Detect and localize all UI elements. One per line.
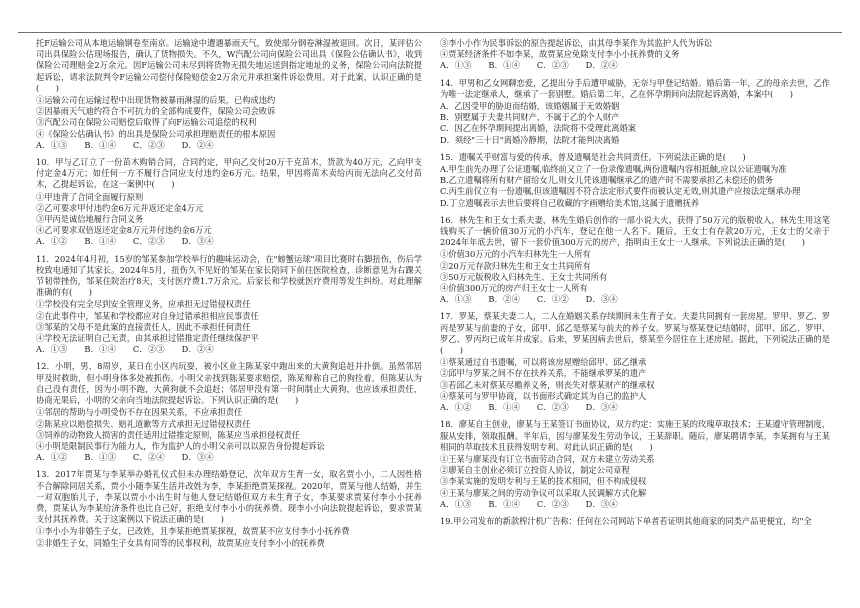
answer-choices: A．①③ B．①④ C．②③ D．②④ [36, 139, 214, 150]
option-item: ④王某与廖某之间的劳动争议可以采取人民调解方式化解 [440, 487, 647, 498]
option-item: ②邱甲与罗某之间不存在扶养关系，不能继承罗某的遗产 [440, 368, 647, 379]
question-q15 [440, 152, 830, 209]
option-item: ③若邱乙未对蔡某尽赡养义务，则丧失对蔡某财产的继承权 [440, 379, 655, 390]
question-stem: 18．廖某自主创业，廖某与王某签订书面协议，双方约定：实施王某的玫瑰草取技术；王某遵守管理制度，服从安排，领取报酬。半年后，因与廖某发生劳动争议，王某辞职。随后，廖某聘请李某，李某拥有与王某相同的萃取技术且获得发明专利。对此认识正确的是( ) [440, 419, 830, 452]
option-item: C．因乙在怀孕期间提出离婚，法院将不受理此离婚案 [440, 123, 637, 134]
option-item: B.乙立遗嘱将所有财产留给女儿,则女儿凭该遗嘱继承乙的遗产时不需要承担乙未偿还的债务 [440, 175, 774, 186]
option-item: ②20万元存款归林先生和王女士共同所有 [440, 260, 591, 271]
option-item: ①邻居的帮助与小明受伤不存在因果关系，不应承担责任 [36, 407, 243, 418]
question-q17 [440, 311, 830, 413]
option-item: ②因暴雨天气迪约符合不可抗力的全部构成要件，保险公司会败诉 [36, 106, 276, 117]
question-stem: 11．2024年4月初，15岁的邹某参加学校举行的趣味运动会，在"螃蟹运球"项目比赛时右脚扭伤，伤后学校致电通知了其家长。2024年5月，扭伤久不见好的邹某在家长陪同下前往医院检查，诊断意见为右踝关节韧带挫伤，邹某住院治疗8天，支付医疗费1.7万余元。后家长和学校就医疗费用等发生纠纷。对此理解准确的有( ) [36, 253, 422, 298]
option-item: ②陈某应以赔偿损失、赔礼道歉等方式承担无过错侵权责任 [36, 418, 251, 429]
question-q11 [36, 254, 422, 356]
question-q12 [36, 361, 422, 463]
question-q19 [440, 516, 830, 527]
option-item: ③50万元版税收入归林先生、王女士共同所有 [440, 271, 608, 282]
header-rule [18, 32, 842, 33]
option-item: ④蔡某可与罗甲协商，以书面形式确定其为自己的监护人 [440, 390, 647, 401]
right-column [440, 38, 830, 533]
question-q18 [440, 419, 830, 510]
question-q14 [440, 78, 830, 146]
question-stem: 13．2017年贾某与李某举办婚礼仪式但未办理结婚登记，次年双方生育一女，取名贾小小，二人因性格不合解除同居关系，贾小小随李某生活并改姓为李，李某拒绝贾某探视。2020年，贾某与他人结婚，并生一对双胞胎儿子，李某以贾小小出生时与他人登记结婚但双方未生育子女，李某要求贾某付李小小抚养费，贾某认为李某给济条件也比自己好，拒绝支付李小小的抚养费。现李小小向法院提起诉讼，要求贾某支付其抚养费。关于这案例以下说法正确的是( ) [36, 469, 422, 525]
answer-choices: A．①② B．①④ C．②③ D．③④ [36, 236, 214, 247]
question-q13 [36, 469, 422, 548]
option-item: ④价值300万元的房产归王女士一人所有 [440, 283, 588, 294]
question-stem: 10．甲与乙订立了一份苗木购销合同，合同约定，甲向乙交付20万千克苗木，货款为40万元，乙向甲支付定金4万元；如任何一方不履行合同应支付违约金6万元。结果，甲因将苗木卖给丙而无法向乙交付苗木，乙提起诉讼，在这一案例中( ) [36, 157, 422, 190]
option-item: ②廖某自主创业必须订立投资人协议，制定公司章程 [440, 465, 630, 476]
option-item: ③邹某的父母不是此案的直接责任人，因此不承担任何责任 [36, 321, 251, 332]
option-item: ④《保险公估确认书》的出具是保险公司承担理赔责任的根本原因 [36, 128, 276, 139]
option-item: ③饲养的动物致人损害的责任适用过错推定原则，陈某应当承担侵权责任 [36, 429, 300, 440]
answer-choices: A．①② B．①④ C．②③ D．③④ [440, 402, 618, 413]
option-item: ③汽配公司在保险公司赔偿后取得了向F运输公司追偿的权利 [36, 117, 257, 128]
option-item: ①王某与廖某没有订立书面劳动合同，双方未建立劳动关系 [440, 453, 655, 464]
question-stem: 托F运输公司从本地运输钢卷至南京。运输途中遭遇暴雨天气，致使部分钢卷淋湿被退回。次日，某评估公司出具保险公估现场报告，确认了货物损失。不久，W汽配公司向保险公司出具《保险公估确认书》，收到保险公司理赔金2万余元。因F运输公司未尽到将货物无损失地运送到指定地址的义务，保险公司向法院提起诉讼，请求法院判令F运输公司偿付保险赔偿金2万余元并承担案件诉讼费用。对于此案，认识正确的是( ) [36, 38, 422, 93]
option-item: ③李某实施的发明专利与王某的技术相同，但不构成侵权 [440, 476, 647, 487]
question-stem: 17．罗某，蔡某夫妻二人，二人在婚姻关系存续期间未生育子女。夫妻共同拥有一套房屋。罗甲、罗乙、罗丙是罗某与前妻的子女，邱甲、邱乙是蔡某与前夫的养子女。罗某与蔡某登记结婚时，邱甲、邱乙、罗甲、罗乙、罗丙均已成年并成家。后来，罗某因病去世后，蔡某至今居住在上述房屋。据此，下列说法正确的是( ) [440, 311, 830, 356]
option-item: A.甲生前先办理了公证遗嘱,临终前又立了一份录像遗嘱,两份遗嘱内容相抵触,应以公证遗嘱为准 [440, 164, 787, 175]
option-item: ④小明是限制民事行为能力人，作为监护人的小明父亲可以以原告身份提起诉讼 [36, 440, 325, 451]
option-item: A．乙因受甲的胁迫而结婚，该婚姻属于无效婚姻 [440, 101, 620, 112]
answer-choices: A．①③ B．①④ C．②③ D．②④ [36, 344, 214, 355]
option-item: ①蔡某通过自书遗嘱，可以将该房屋赠给邱甲、邱乙继承 [440, 357, 647, 368]
question-q9-continued [36, 38, 422, 151]
question-stem: 14．甲男和乙女网聊恋爱，乙提出分手后遭甲威胁，无奈与甲登记结婚。婚后第一年，乙的母亲去世，乙作为唯一法定继承人，继承了一套别墅。婚后第二年，乙在怀孕期间向法院起诉离婚，本案中( ) [440, 77, 830, 99]
question-q13-continued [440, 38, 830, 72]
answer-choices: A．①③ B．②④ C．①② D．③④ [440, 294, 618, 305]
question-stem: 16．林先生和王女士系夫妻，林先生婚后创作的一部小说大火，获得了50万元的版税收入，林先生用这笔钱购买了一辆价值30万元的小汽车，登记在他一人名下。随后，王女士有存款20万元，王女士的父亲于2024年年底去世，留下一套价值300万元的房产，指明由王女士一人继承。下列说法正确的是( ) [440, 214, 830, 248]
option-item: ①李小小为非婚生子女，已改姓，且李某拒绝贾某探视，故贾某不应支付李小小抚养费 [36, 526, 350, 537]
option-item: D．须经"三十日"离婚冷静期，法院才能判决离婚 [440, 134, 620, 145]
option-item: B．别墅属于夫妻共同财产，不属于乙的个人财产 [440, 112, 620, 123]
option-item: ②非婚生子女，同婚生子女具有同等的民事权利，故贾某应支付李小小的抚养费 [36, 537, 325, 548]
question-q10 [36, 157, 422, 248]
answer-choices: A．①③ B．①④ C．②③ D．②④ [440, 60, 618, 71]
option-item: ④学校无法证明自己无责，由其承担过错推定责任继续保护平 [36, 333, 259, 344]
option-item: ①甲违背了合同全面履行原则 [36, 191, 144, 202]
question-stem: 15．遗嘱关乎财富与爱的传承，普及遗嘱是社会共同责任。下列说法正确的是( ) [440, 151, 746, 162]
question-stem: 19.甲公司发布的新款榨汁机广告称：任何在公司网站下单者若证明其他商家的同类产品更便宜，均"全 [440, 515, 812, 526]
option-item: ②在此事件中，邹某和学校都应对自身过错承担相应民事责任 [36, 310, 259, 321]
question-stem: 12．小明，男，8周岁，某日在小区内玩耍，被小区业主陈某家中跑出来的大黄狗追赶并扑倒。虽然邻居甲及时救助，但小明身体多处被抓伤。小明父亲找到陈某要求赔偿，陈某辩称自己的狗拴着，但陈某认为自己没有责任，因为小明不跑，大黄狗就不会追赶；邻居甲没有第一时间制止大黄狗，也应该承担责任，协商无果后，小明的父亲向当地法院提起诉讼。下列认识正确的是( ) [36, 361, 422, 406]
answer-choices: A．①② B．①③ C．②④ D．③④ [36, 452, 214, 463]
option-item: ③李小小作为民事诉讼的原告提起诉讼，由其母李某作为其监护人代为诉讼 [440, 38, 713, 48]
answer-choices: A．①③ B．①④ C．②③ D．③④ [440, 498, 618, 509]
option-item: ②乙可要求甲付违约金6万元并返还定金4万元 [36, 202, 204, 213]
left-column [36, 38, 422, 555]
question-q16 [440, 215, 830, 306]
option-item: ①价值30万元的小汽车归林先生一人所有 [440, 249, 591, 260]
option-item: C.丙生前仅立有一份遗嘱,但该遗嘱因不符合法定形式要件而被认定无效,则其遗产应按法定继承办理 [440, 186, 801, 197]
option-item: D.丁立遗嘱表示去世后要将自己收藏的字画赠给美术馆,这属于遗赠抚养 [440, 197, 700, 208]
option-item: ③甲丙是诚信地履行合同义务 [36, 214, 144, 225]
option-item: ①学校没有完全尽到安全管理义务，应承担无过错侵权责任 [36, 299, 251, 310]
option-item: ④乙可要求双倍返还定金8万元并付违约金6万元 [36, 225, 212, 236]
option-item: ①运输公司在运输过程中出现货物被暴雨淋湿的后果，已构成违约 [36, 95, 276, 106]
option-item: ④贾某经济条件不如李某，故贾某应免除支付李小小抚养费的义务 [440, 49, 680, 60]
